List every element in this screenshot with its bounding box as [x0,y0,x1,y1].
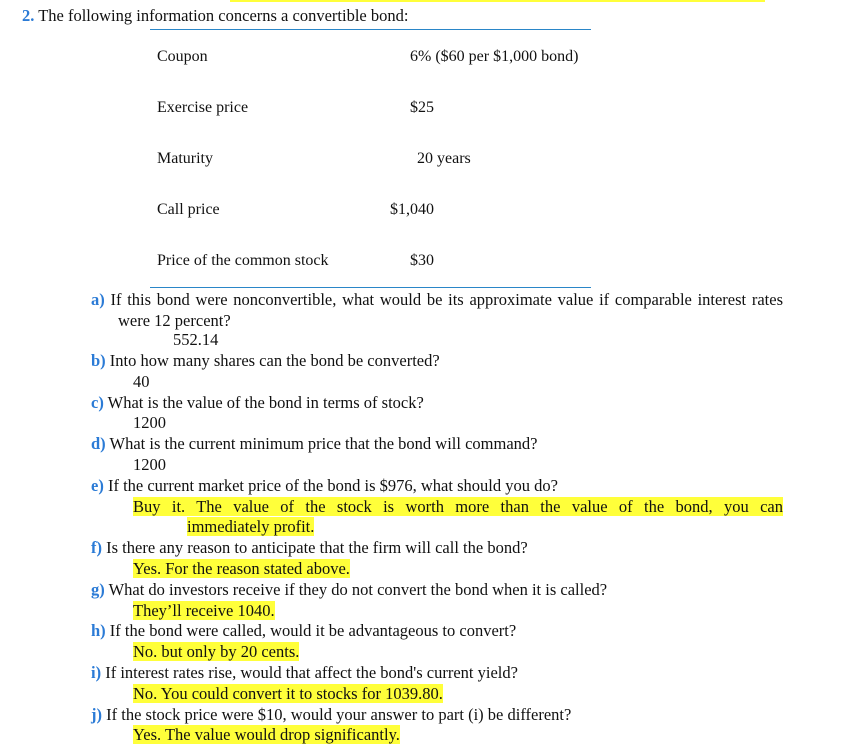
part-f-answer-text: Yes. For the reason stated above. [133,559,350,578]
part-g-answer [133,601,275,621]
part-d-label: d) [91,434,106,453]
part-f-answer [133,559,350,579]
part-j-answer [133,725,400,745]
question-number: 2. [22,6,35,25]
table-value-call-price: $1,040 [390,201,434,218]
part-d-text: What is the current minimum price that the bond will command? [109,434,538,453]
part-g-question [91,580,607,600]
table-top-rule [150,29,591,30]
part-e-answer-line2: immediately profit. [187,517,315,536]
part-f-text: Is there any reason to anticipate that the firm will call the bond? [106,538,528,557]
table-value-maturity: 20 years [417,150,471,167]
part-e-text: If the current market price of the bond is $976, what should you do? [107,476,558,495]
part-f-label: f) [91,538,102,557]
table-label-exercise-price: Exercise price [157,99,249,116]
table-value-coupon: 6% ($60 per $1,000 bond) [410,48,579,65]
part-b-text: Into how many shares can the bond be converted? [109,351,440,370]
part-h-question [91,621,516,641]
part-j-question [91,705,571,725]
part-g-answer-text: They’ll receive 1040. [133,601,275,620]
part-j-label: j) [91,705,102,724]
part-i-answer [133,684,443,704]
table-label-call-price: Call price [157,201,220,218]
part-j-text: If the stock price were $10, would your answer to part (i) be different? [106,705,572,724]
part-g-label: g) [91,580,105,599]
table-value-exercise-price: $25 [410,99,434,116]
part-e-answer-line1: Buy it. The value of the stock is worth more than the value of the bond, you can [133,497,783,516]
part-h-label: h) [91,621,106,640]
part-b-label: b) [91,351,106,370]
part-i-text: If interest rates rise, would that affect the bond's current yield? [105,663,518,682]
part-g-text: What do investors receive if they do not convert the bond when it is called? [108,580,608,599]
table-label-maturity: Maturity [157,150,213,167]
part-d-question [91,434,537,454]
part-j-answer-text: Yes. The value would drop significantly. [133,725,400,744]
table-value-stock-price: $30 [410,252,434,269]
part-e-answer [133,497,783,537]
part-c-answer: 1200 [133,413,166,432]
table-bottom-rule [150,287,591,288]
part-b-question [91,351,440,371]
part-h-answer-text: No. but only by 20 cents. [133,642,300,661]
highlight-fragment [230,0,765,2]
question-text: The following information concerns a convertible bond: [38,6,409,25]
part-a-question [91,289,783,331]
part-c-question [91,393,424,413]
part-a-label: a) [91,290,105,309]
part-i-question [91,663,518,683]
table-label-coupon: Coupon [157,48,208,65]
part-i-label: i) [91,663,102,682]
part-b-answer: 40 [133,372,150,391]
question-heading [22,6,408,26]
part-e-label: e) [91,476,104,495]
part-c-text: What is the value of the bond in terms of stock? [107,393,424,412]
part-a-text: If this bond were nonconvertible, what would be its approximate value if comparable interest rates were 12 percent? [110,290,784,330]
table-label-stock-price: Price of the common stock [157,252,329,269]
part-e-question [91,476,558,496]
part-d-answer: 1200 [133,455,166,474]
part-a-answer: 552.14 [173,330,219,349]
part-h-text: If the bond were called, would it be advantageous to convert? [109,621,517,640]
part-h-answer [133,642,299,662]
part-f-question [91,538,528,558]
part-i-answer-text: No. You could convert it to stocks for 1039.80. [133,684,443,703]
part-c-label: c) [91,393,104,412]
